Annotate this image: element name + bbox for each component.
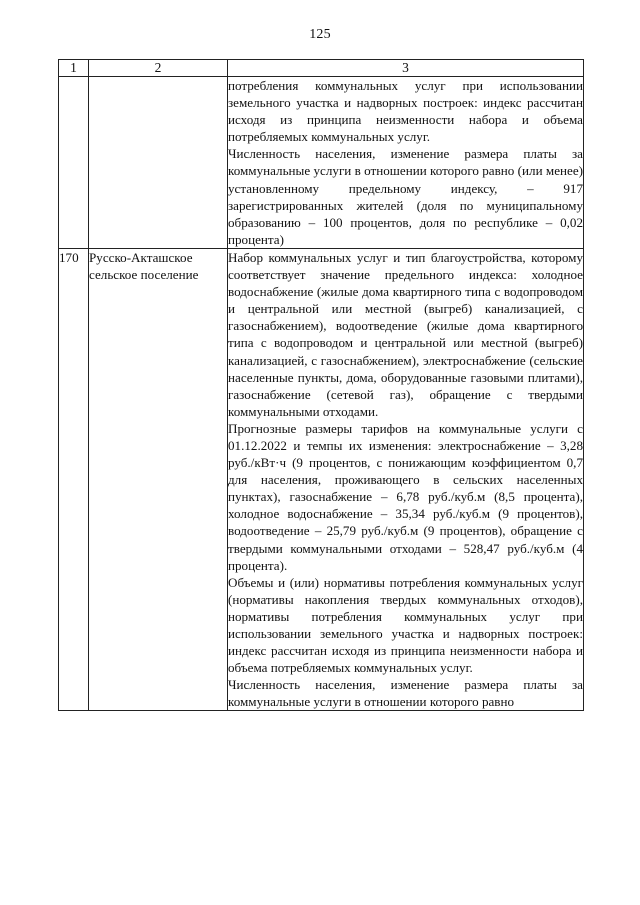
description-paragraph: Численность населения, изменение размера платы за коммунальные услуги в отношении которого равно (или менее) установленному предельному индексу, – 917 зарегистрированных жителей (доля по муниципальному образованию – 100 процентов, доля по республике – 0,02 процента) [228, 146, 583, 247]
description-cell [228, 77, 584, 249]
column-header-description: 3 [228, 60, 584, 77]
description-paragraph: Прогнозные размеры тарифов на коммунальные услуги с 01.12.2022 и темпы их изменения: электроснабжение – 3,28 руб./кВт·ч (9 процентов, с понижающим коэффициентом 0,7 для населения, проживающего в сельских населенных пунктах), газоснабжение – 6,78 руб./куб.м (8,5 процента), холодное водоснабжение – 35,34 руб./куб.м (9 процентов), водоотведение – 25,79 руб./куб.м (9 процентов), обращение с твердыми коммунальными отходами – 528,47 руб./куб.м (4 процента). [228, 420, 583, 573]
tariff-table [58, 59, 584, 711]
page-number: 125 [309, 27, 331, 42]
table-row [59, 248, 584, 711]
settlement-name-cell [89, 77, 228, 249]
row-number-cell [59, 77, 89, 249]
table-row [59, 77, 584, 249]
column-header-number: 1 [59, 60, 89, 77]
description-paragraph: Объемы и (или) нормативы потребления коммунальных услуг (нормативы накопления твердых коммунальных отходов), нормативы потребления коммунальных услуг при использовании земельного участка и надворных построек: индекс рассчитан исходя из принципа неизменности набора и объема потребляемых коммунальных услуг. [228, 574, 583, 676]
table-header-row [59, 60, 584, 77]
description-paragraph: потребления коммунальных услуг при использовании земельного участка и надворных построек: индекс рассчитан исходя из принципа неизменности набора и объема потребляемых коммунальных услуг. [228, 78, 583, 145]
row-number-cell: 170 [59, 248, 89, 711]
description-paragraph: Набор коммунальных услуг и тип благоустройства, которому соответствует значение предельного индекса: холодное водоснабжение (жилые дома квартирного типа с водопроводом и центральной или местной (выгреб) канализацией, с газоснабжением), водоотведение (жилые дома квартирного типа с водопроводом и центральной или местной (выгреб) канализацией, с газоснабжением), электроснабжение (сельские населенные пункты, дома, оборудованные газовыми плитами), газоснабжение (сетевой газ), обращение с твердыми коммунальными отходами. [228, 249, 583, 419]
description-cell [228, 248, 584, 711]
column-header-name: 2 [89, 60, 228, 77]
settlement-name-cell: Русско-Акташское сельское поселение [89, 248, 228, 711]
description-paragraph: Численность населения, изменение размера платы за коммунальные услуги в отношении которого равно [228, 677, 583, 710]
